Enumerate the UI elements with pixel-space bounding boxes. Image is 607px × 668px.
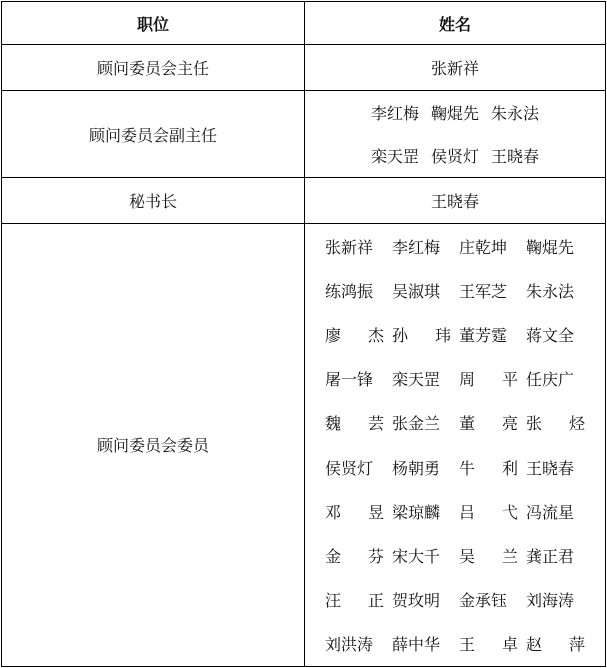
member-name: 张金兰 — [392, 414, 441, 434]
member-name: 冯流星 — [526, 502, 575, 522]
table-row — [2, 224, 606, 667]
members-cell — [305, 224, 606, 667]
member-name: 周 平 — [459, 370, 518, 390]
position-cell: 顾问委员会委员 — [2, 224, 305, 667]
member-name: 汪 正 — [325, 591, 384, 611]
table-row — [2, 91, 606, 178]
committee-table — [1, 1, 606, 667]
member-name: 宋大千 — [392, 546, 441, 566]
member-name: 蒋文全 — [526, 325, 575, 345]
position-cell: 顾问委员会主任 — [2, 45, 305, 91]
member-name: 董 亮 — [459, 414, 518, 434]
member-name: 龚正君 — [526, 546, 575, 566]
person-name: 朱永法 — [491, 104, 540, 123]
member-name: 李红梅 — [392, 237, 441, 257]
member-name: 王晓春 — [526, 458, 575, 478]
member-name: 牛 利 — [459, 458, 518, 478]
member-name: 薛中华 — [392, 635, 441, 655]
member-name: 吕 弋 — [459, 502, 518, 522]
name-cell: 张新祥 — [305, 45, 606, 91]
member-name: 张 烃 — [526, 414, 585, 434]
member-name: 梁琼麟 — [392, 502, 441, 522]
person-name: 鞠焜先 — [430, 104, 479, 123]
table-row — [2, 45, 606, 91]
member-name: 刘洪涛 — [325, 635, 374, 655]
member-name: 刘海涛 — [526, 591, 575, 611]
header-row — [2, 2, 606, 45]
member-name: 吴 兰 — [459, 546, 518, 566]
person-name: 王晓春 — [491, 147, 540, 166]
member-name: 栾天罡 — [392, 370, 441, 390]
table-row — [2, 178, 606, 224]
header-name: 姓名 — [305, 2, 606, 45]
header-position: 职位 — [2, 2, 305, 45]
member-name: 吴淑琪 — [392, 281, 441, 301]
names-cell — [305, 91, 606, 178]
member-name: 庄乾坤 — [459, 237, 508, 257]
position-cell: 秘书长 — [2, 178, 305, 224]
person-name: 侯贤灯 — [430, 147, 479, 166]
member-name: 金 芬 — [325, 546, 384, 566]
member-name: 董芳霆 — [459, 325, 508, 345]
position-cell: 顾问委员会副主任 — [2, 91, 305, 178]
member-name: 杨朝勇 — [392, 458, 441, 478]
names-line — [305, 91, 605, 134]
person-name: 李红梅 — [370, 104, 419, 123]
member-name: 赵 萍 — [526, 635, 585, 655]
member-name: 魏 芸 — [325, 414, 384, 434]
name-cell: 王晓春 — [305, 178, 606, 224]
member-name: 张新祥 — [325, 237, 374, 257]
member-name: 廖 杰 — [325, 325, 384, 345]
member-name: 练鸿振 — [325, 281, 374, 301]
member-name: 王 卓 — [459, 635, 518, 655]
member-name: 金承钰 — [459, 591, 508, 611]
member-name: 屠一锋 — [325, 370, 374, 390]
member-name: 朱永法 — [526, 281, 575, 301]
member-name: 王军芝 — [459, 281, 508, 301]
member-name: 鞠焜先 — [526, 237, 575, 257]
member-name: 孙 玮 — [392, 325, 451, 345]
member-name: 侯贤灯 — [325, 458, 374, 478]
names-line — [305, 134, 605, 177]
person-name: 栾天罡 — [370, 147, 419, 166]
member-grid — [305, 224, 605, 666]
member-name: 邓 昱 — [325, 502, 384, 522]
member-name: 任庆广 — [526, 370, 575, 390]
member-name: 贺玫明 — [392, 591, 441, 611]
